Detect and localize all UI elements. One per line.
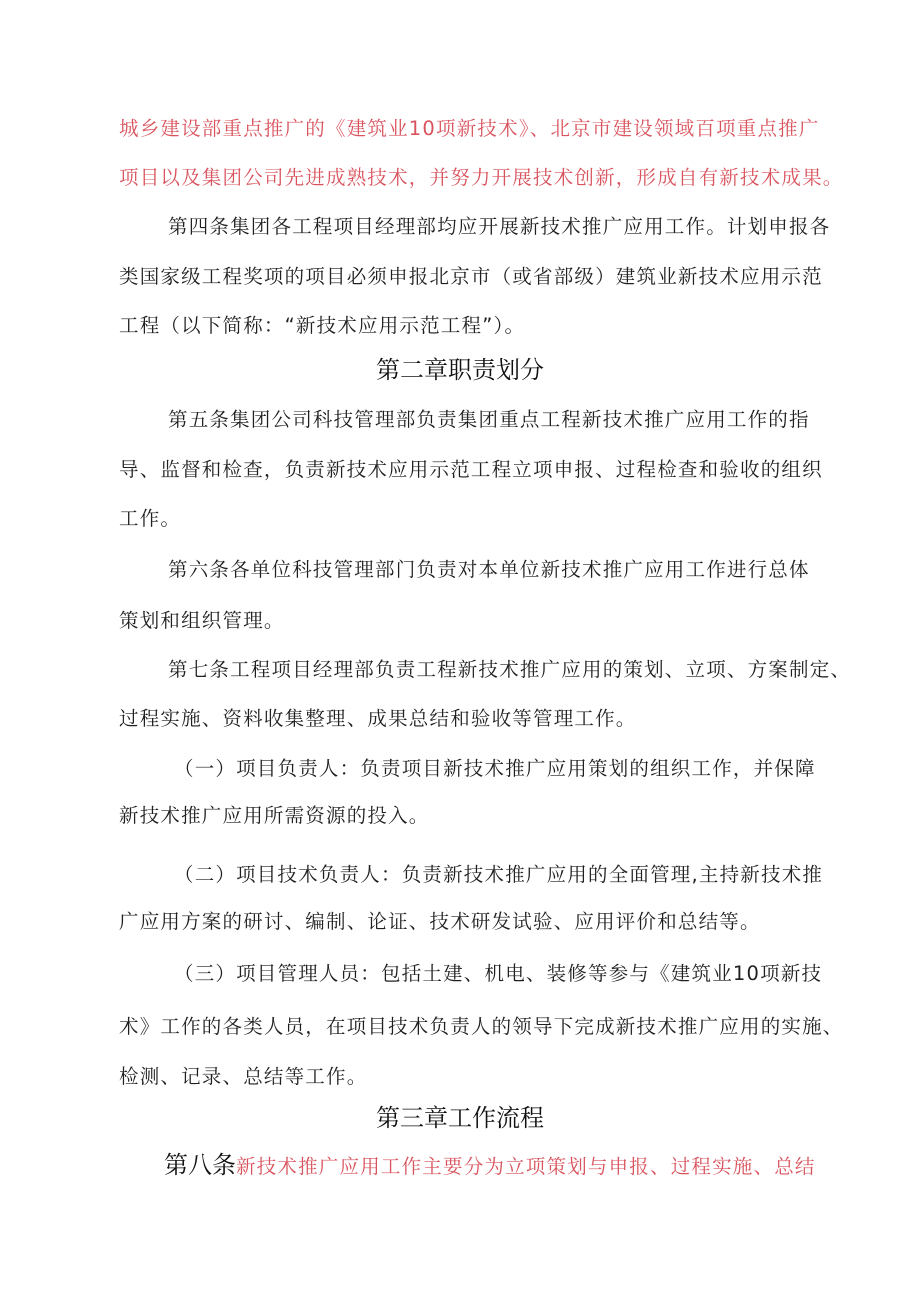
intro-line-2: 项目以及集团公司先进成熟技术，并努力开展技术创新，形成自有新技术成果。 <box>119 166 844 189</box>
article-5-line-1: 第五条集团公司科技管理部负责集团重点工程新技术推广应用工作的指 <box>168 408 810 431</box>
article-8-text: 新技术推广应用工作主要分为立项策划与申报、过程实施、总结 <box>236 1155 816 1178</box>
article-4-line-2: 类国家级工程奖项的项目必须申报北京市（或省部级）建筑业新技术应用示范 <box>119 265 823 288</box>
article-8 <box>164 1150 816 1182</box>
article-4-line-1: 第四条集团各工程项目经理部均应开展新技术推广应用工作。计划申报各 <box>168 215 831 238</box>
item-3-line-2: 术》工作的各类人员，在项目技术负责人的领导下完成新技术推广应用的实施、 <box>119 1015 844 1038</box>
article-5-line-3: 工作。 <box>119 507 182 530</box>
item-2-line-1: （二）项目技术负责人：负责新技术推广应用的全面管理,主持新技术推 <box>174 863 824 886</box>
article-6-line-2: 策划和组织管理。 <box>119 609 285 632</box>
article-5-line-2: 导、监督和检查，负责新技术应用示范工程立项申报、过程检查和验收的组织 <box>119 458 823 481</box>
chapter-3-title: 第三章工作流程 <box>376 1105 544 1132</box>
item-1-line-2: 新技术推广应用所需资源的投入。 <box>119 804 430 827</box>
article-4-line-3: 工程（以下简称：“新技术应用示范工程”）。 <box>119 314 526 337</box>
item-1-line-1: （一）项目负责人：负责项目新技术推广应用策划的组织工作，并保障 <box>174 757 816 780</box>
item-3-line-1: （三）项目管理人员：包括土建、机电、装修等参与《建筑业10项新技 <box>174 962 823 985</box>
item-2-line-2: 广应用方案的研讨、编制、论证、技术研发试验、应用评价和总结等。 <box>119 910 761 933</box>
article-7-line-2: 过程实施、资料收集整理、成果总结和验收等管理工作。 <box>119 707 637 730</box>
intro-line-1: 城乡建设部重点推广的《建筑业10项新技术》、北京市建设领域百项重点推广 <box>119 117 820 140</box>
chapter-2-title: 第二章职责划分 <box>376 357 544 384</box>
article-7-line-1: 第七条工程项目经理部负责工程新技术推广应用的策划、立项、方案制定、 <box>168 658 852 681</box>
item-3-line-3: 检测、记录、总结等工作。 <box>119 1065 368 1088</box>
article-8-label: 第八条 <box>164 1151 236 1179</box>
article-6-line-1: 第六条各单位科技管理部门负责对本单位新技术推广应用工作进行总体 <box>168 558 810 581</box>
